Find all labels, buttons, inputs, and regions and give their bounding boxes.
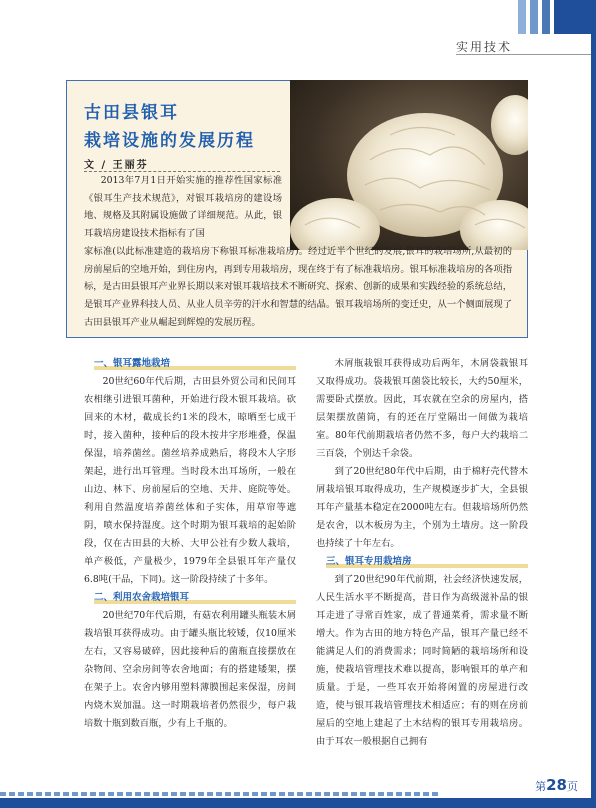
article-title-line1: 古田县银耳 [84,103,179,123]
section-heading-1 [84,355,296,373]
section-heading-text: 二、利用农舍栽培银耳 [94,592,190,603]
section2-paragraph-cont2: 到了20世纪80年代中后期，由于棉籽壳代替木屑栽培银耳取得成功，生产规模逐步扩大，全县银耳年产量基本稳定在2000吨左右。但栽培场所仍然是农舍，以木板房为主，个别为土墙房。这一阶段也持续了十年左右。 [316,466,528,549]
header-bar [530,0,538,34]
section-heading-2 [84,589,296,607]
header-bar [542,0,550,34]
article-title-line2: 栽培设施的发展历程 [84,131,255,151]
section2-paragraph: 20世纪70年代后期，有菇农利用罐头瓶装木屑栽培银耳获得成功。由于罐头瓶比较矮，仅10厘米左右，又容易破碎，因此接种后的菌瓶直接摆放在杂物间、空余房间等农舍地面；有的搭建矮架，摆在架子上。农舍内够用塑料薄膜围起来保湿，房间内烧木炭加温。这一时期栽培者仍然很少，每户栽培数十瓶到数百瓶，少有上千瓶的。 [84,610,296,729]
section-heading-text: 三、银耳专用栽培房 [326,556,412,567]
footer-bar [0,798,596,808]
tremella-illustration [290,80,528,250]
section-label: 实用技术 [456,40,513,54]
section2-paragraph-cont1: 木屑瓶栽银耳获得成功后两年，木屑袋栽银耳又取得成功。袋栽银耳菌袋比较长，大约50厘米，需要卧式摆放。因此，耳农就在空余的房屋内，搭层架摆放菌筒，有的还在厅堂隔出一间做为栽培室。80年代前期栽培者仍然不多，每户大约栽培二三百袋，个别达千余袋。 [316,358,528,459]
footer-stripe [0,792,440,796]
page-suffix: 页 [567,780,578,793]
page-prefix: 第 [535,780,547,793]
article-author: 文 / 王丽芬 [84,160,149,171]
section-heading-3 [316,553,528,571]
page-number [535,776,578,794]
body-column-right [316,355,528,751]
intro-paragraph-top: 2013年7月1日开始实施的推荐性国家标准《银耳生产技术规范》，对银耳栽培房的建设场地、规格及其附属设施做了详细规范。从此，银耳栽培房建设技术指标有了国 [84,175,282,240]
body-column-left [84,355,296,733]
section1-paragraph: 20世纪60年代后期，古田县外贸公司和民间耳农相继引进银耳菌种，开始进行段木银耳栽培。砍回来的木材，截成长约1米的段木，晾晒至七成干时，接入菌种，接种后的段木按井字形堆叠，保温保湿，培养菌丝。菌丝培养成熟后，将段木人字形架起，进行出耳管理。当时段木出耳场所，一般在山边、林下、房前屋后的空地、天井、庭院等处。利用自然温度培养菌丝体和子实体，用草帘等遮阴，喷水保持湿度。这个时期为银耳栽培的起始阶段，仅在古田县的大桥、大甲公社有少数人栽培，单产极低，产量极少，1979年全县银耳年产量仅6.8吨(干品，下同)。这一阶段持续了十多年。 [84,376,296,585]
tremella-photo [290,80,528,250]
page-number-value: 28 [546,776,567,794]
intro-paragraph-full: 家标准(以此标准建造的栽培房下称银耳标准栽培房)。经过近半个世纪的发展,银耳的栽培场所,从最初的房前屋后的空地开始，到住房内，再到专用栽培房，现在终于有了标准栽培房。银耳标准栽培房的各项指标，是古田县银耳产业界长期以来对银耳栽培技术不断研究、探索、创新的成果和实践经验的系统总结，是银耳产业界科技人员、从业人员辛劳的汗水和智慧的结晶。银耳栽培场所的变迁史，从一个侧面展现了古田县银耳产业从崛起到辉煌的发展历程。 [84,246,512,328]
header-rule [456,54,596,55]
right-edge-strip [591,34,596,808]
section-heading-text: 一、银耳露地栽培 [94,358,171,369]
header-bar [554,0,596,34]
header-bar [518,0,526,34]
section3-paragraph: 到了20世纪90年代前期，社会经济快速发展，人民生活水平不断提高，昔日作为高级滋补品的银耳走进了寻常百姓家，成了普通菜肴，需求量不断增大。作为古田的地方特色产品，银耳产量已经不能满足人们的消费需求；同时简陋的栽培场所和设施，使栽培管理技术难以提高，影响银耳的单产和质量。于是，一些耳农开始将闲置的房屋进行改造，使与银耳栽培管理技术相适应；有的则在房前屋后的空地上建起了土木结构的银耳专用栽培房。由于耳农一般根据自己拥有 [316,574,528,747]
header-color-bars [518,0,596,34]
